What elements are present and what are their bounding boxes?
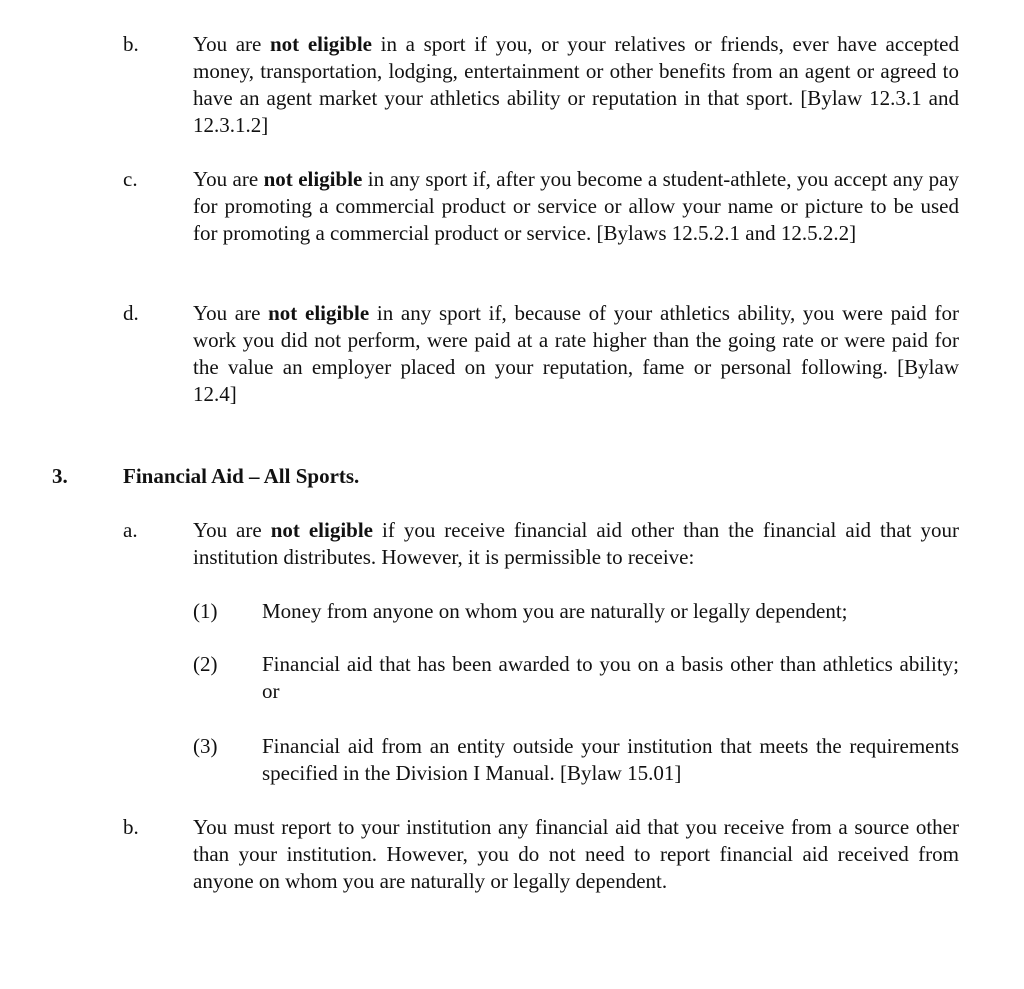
sub-item-label: (1)	[193, 599, 218, 623]
item-label: b.	[123, 815, 139, 839]
item-text: You are not eligible if you receive financial aid other than the financial aid that your institution distributes. However, it is permissible to receive:	[193, 518, 959, 569]
item-text: You are not eligible in any sport if, after you become a student-athlete, you accept any pay for promoting a commercial product or service or allow your name or picture to be used for promoting a commercial product or service. [Bylaws 12.5.2.1 and 12.5.2.2]	[193, 167, 959, 245]
sub-item-label: (2)	[193, 652, 218, 676]
sub-item-text: Financial aid from an entity outside your institution that meets the requirements specified in the Division I Manual. [Bylaw 15.01]	[262, 734, 959, 785]
emphasis-not-eligible: not eligible	[270, 32, 372, 56]
sub-item-text: Financial aid that has been awarded to you on a basis other than athletics ability; or	[262, 652, 959, 703]
item-label: a.	[123, 518, 138, 542]
item-label: d.	[123, 301, 139, 325]
section-title: Financial Aid – All Sports.	[123, 464, 360, 488]
section-number: 3.	[52, 464, 68, 488]
item-text: You are not eligible in any sport if, because of your athletics ability, you were paid for work you did not perform, were paid at a rate higher than the going rate or were paid for the value an employer placed on your reputation, fame or personal following. [Bylaw 12.4]	[193, 301, 959, 406]
item-label: b.	[123, 32, 139, 56]
emphasis-not-eligible: not eligible	[268, 301, 370, 325]
sub-item-text: Money from anyone on whom you are naturally or legally dependent;	[262, 599, 848, 623]
emphasis-not-eligible: not eligible	[270, 518, 374, 542]
item-text: You must report to your institution any financial aid that you receive from a source other than your institution. However, you do not need to report financial aid received from anyone on whom you are naturally or legally dependent.	[193, 815, 959, 893]
emphasis-not-eligible: not eligible	[263, 167, 363, 191]
item-text: You are not eligible in a sport if you, or your relatives or friends, ever have accepted money, transportation, lodging, entertainment or other benefits from an agent or agreed to have an agent market your athletics ability or reputation in that sport. [Bylaw 12.3.1 and 12.3.1.2]	[193, 32, 959, 137]
sub-item-label: (3)	[193, 734, 218, 758]
item-label: c.	[123, 167, 138, 191]
